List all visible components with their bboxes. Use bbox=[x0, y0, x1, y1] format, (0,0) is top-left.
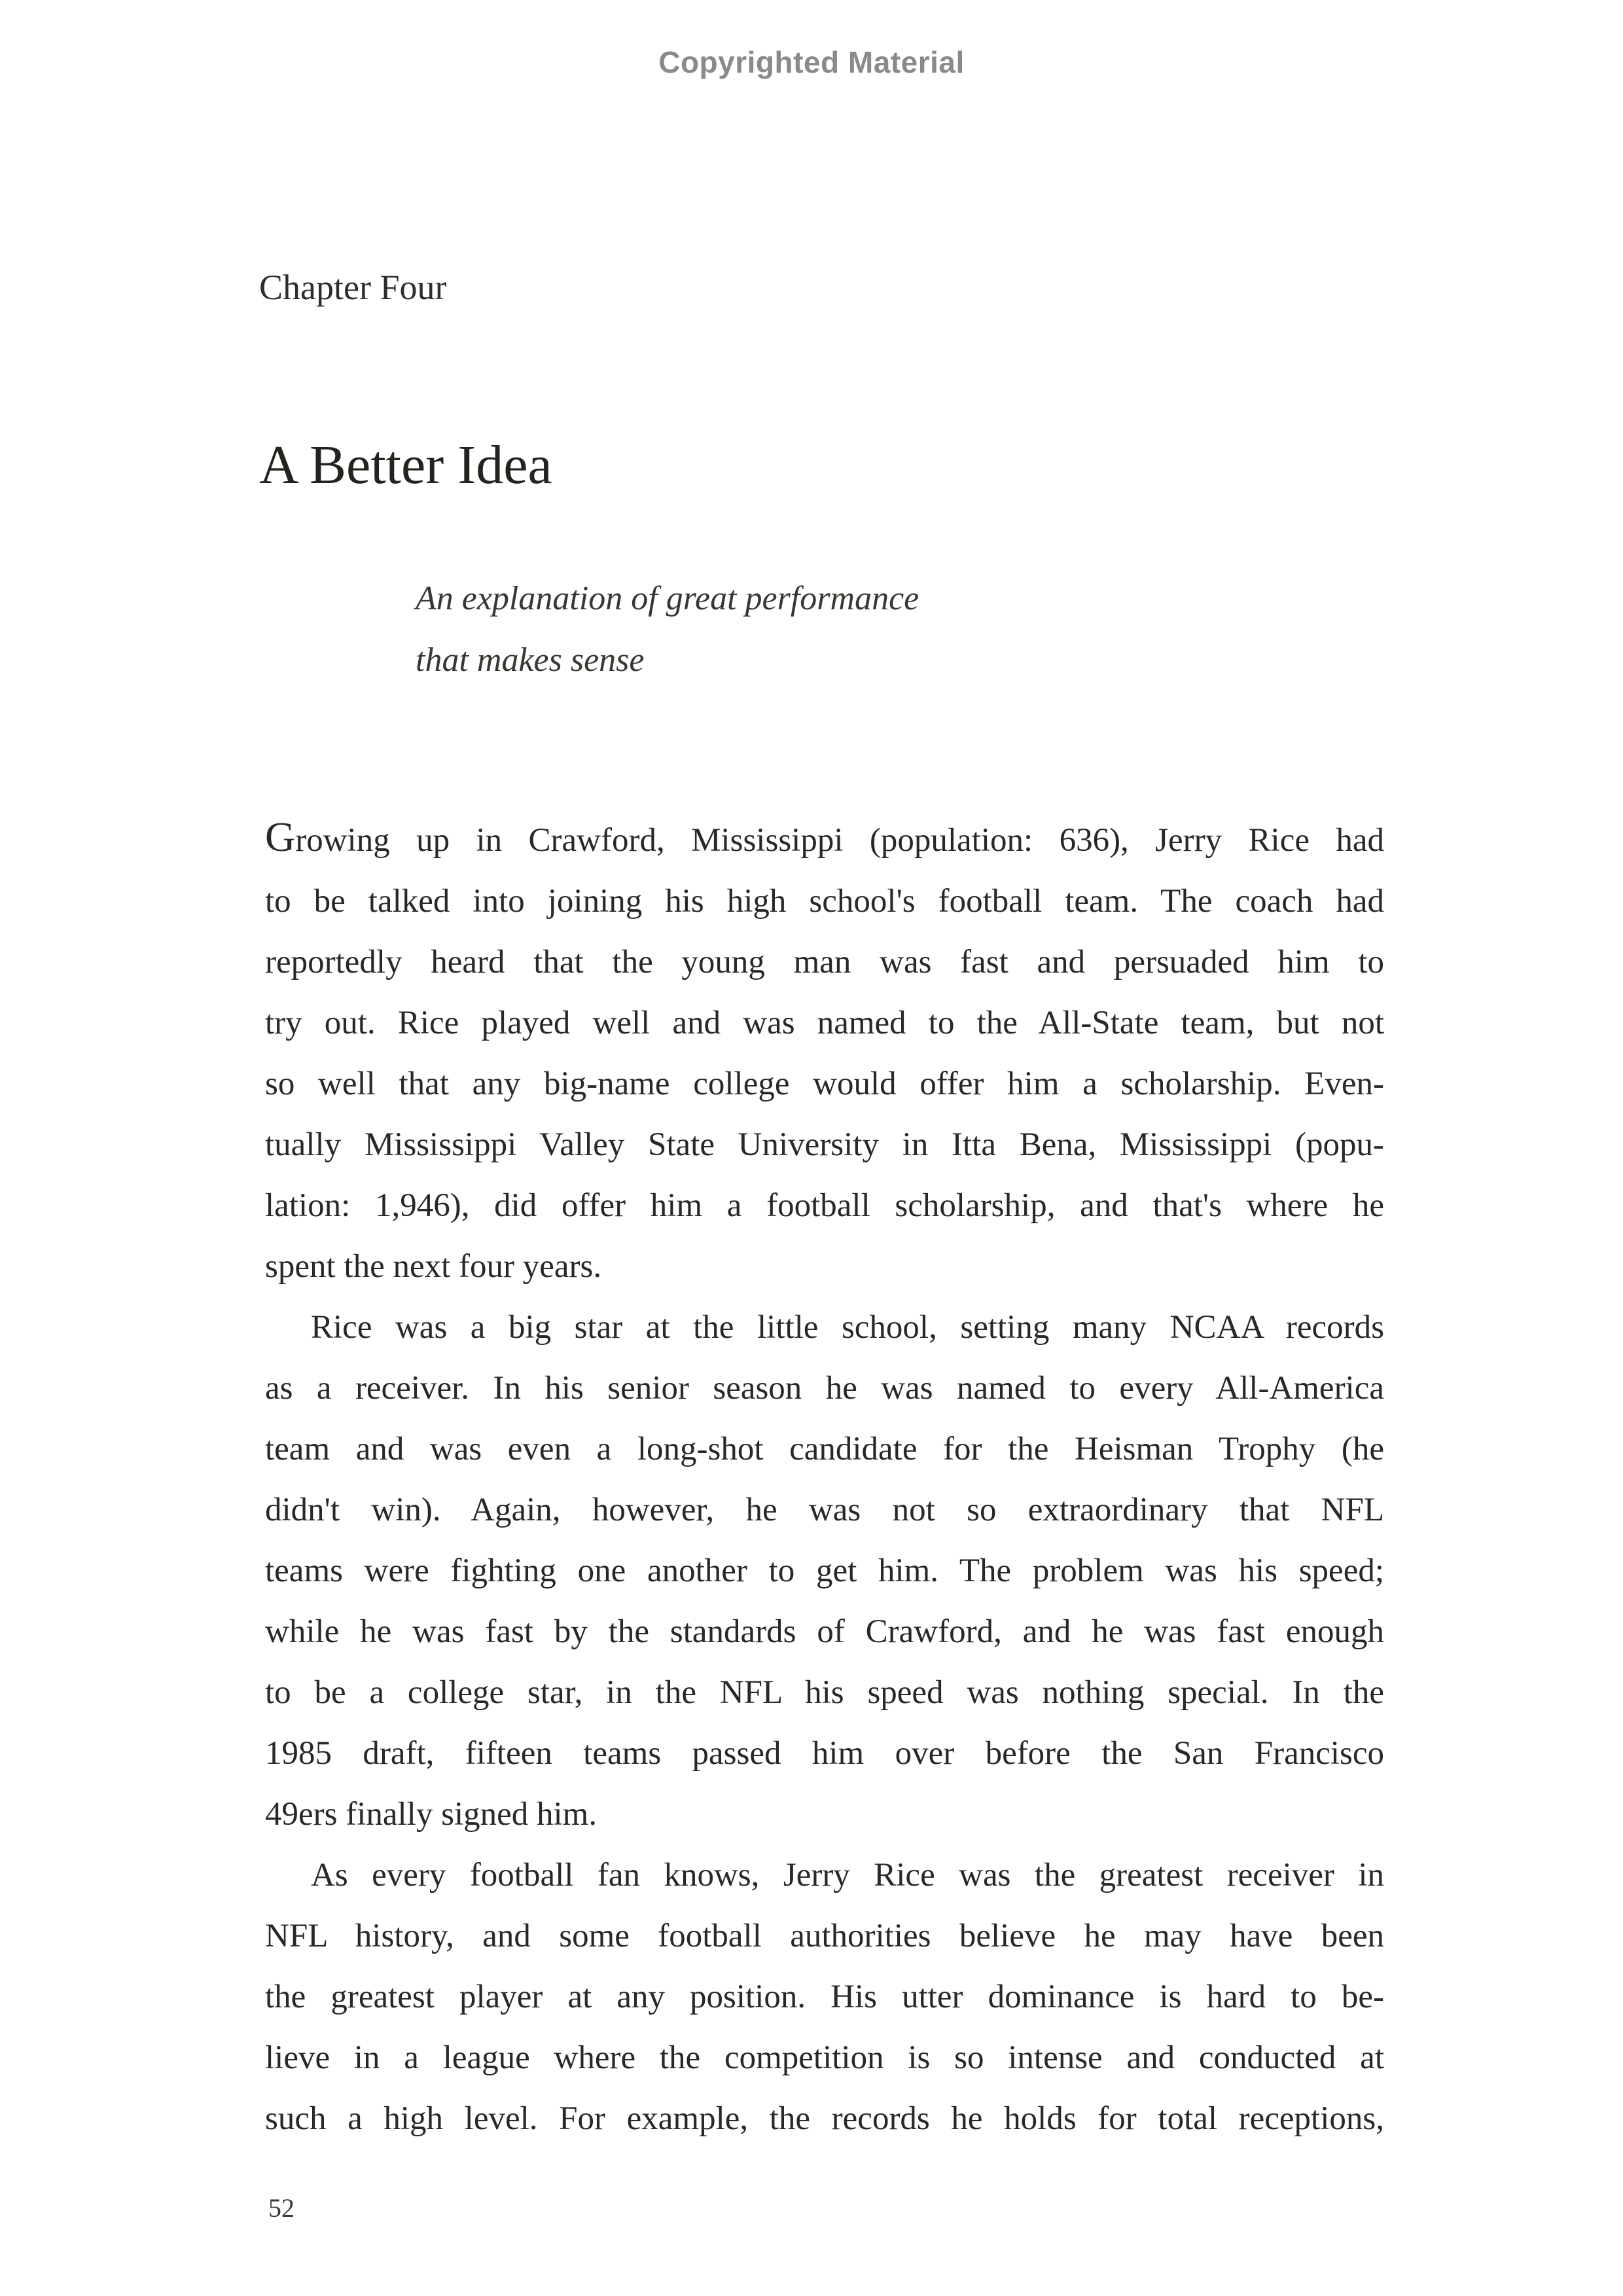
text-line: teams were fighting one another to get him. The problem was his speed; bbox=[265, 1552, 1384, 1589]
text-line: such a high level. For example, the records he holds for total receptions, bbox=[265, 2100, 1384, 2137]
paragraph bbox=[265, 1297, 1384, 1845]
text-line: reportedly heard that the young man was fast and persuaded him to bbox=[265, 944, 1384, 980]
drop-cap-letter: G bbox=[265, 814, 296, 860]
text-line: Growing up in Crawford, Mississippi (population: 636), Jerry Rice had bbox=[265, 814, 1384, 860]
text-line: so well that any big-name college would offer him a scholarship. Even- bbox=[265, 1066, 1384, 1102]
epigraph bbox=[416, 568, 919, 691]
text-line: NFL history, and some football authorities believe he may have been bbox=[265, 1918, 1384, 1954]
text-line: lieve in a league where the competition is so intense and conducted at bbox=[265, 2039, 1384, 2076]
text-line: the greatest player at any position. His utter dominance is hard to be- bbox=[265, 1979, 1384, 2015]
paragraph bbox=[265, 806, 1384, 1297]
chapter-title: A Better Idea bbox=[259, 435, 552, 495]
text-line: to be talked into joining his high school's football team. The coach had bbox=[265, 883, 1384, 920]
text-line: 1985 draft, fifteen teams passed him over before the San Francisco bbox=[265, 1735, 1384, 1772]
text-line: didn't win). Again, however, he was not so extraordinary that NFL bbox=[265, 1492, 1384, 1528]
copyright-watermark: Copyrighted Material bbox=[658, 45, 965, 79]
text-line: while he was fast by the standards of Crawford, and he was fast enough bbox=[265, 1613, 1384, 1650]
body-text bbox=[265, 806, 1384, 2149]
page-number: 52 bbox=[268, 2193, 294, 2223]
text-line: Rice was a big star at the little school, setting many NCAA records bbox=[311, 1309, 1384, 1346]
text-line: try out. Rice played well and was named to the All-State team, but not bbox=[265, 1005, 1384, 1041]
text-line: tually Mississippi Valley State University in Itta Bena, Mississippi (popu- bbox=[265, 1126, 1384, 1163]
text-line: 49ers finally signed him. bbox=[265, 1796, 597, 1833]
chapter-label: Chapter Four bbox=[259, 268, 447, 307]
text-line: to be a college star, in the NFL his speed was nothing special. In the bbox=[265, 1674, 1384, 1711]
text-line: As every football fan knows, Jerry Rice was the greatest receiver in bbox=[311, 1857, 1384, 1893]
epigraph-line: An explanation of great performance bbox=[416, 580, 919, 617]
text-line: spent the next four years. bbox=[265, 1248, 602, 1285]
text-line: as a receiver. In his senior season he was named to every All-America bbox=[265, 1370, 1384, 1407]
text-line: lation: 1,946), did offer him a football scholarship, and that's where he bbox=[265, 1187, 1384, 1224]
paragraph bbox=[265, 1845, 1384, 2149]
epigraph-line: that makes sense bbox=[416, 641, 645, 679]
text-line: team and was even a long-shot candidate for the Heisman Trophy (he bbox=[265, 1431, 1384, 1467]
